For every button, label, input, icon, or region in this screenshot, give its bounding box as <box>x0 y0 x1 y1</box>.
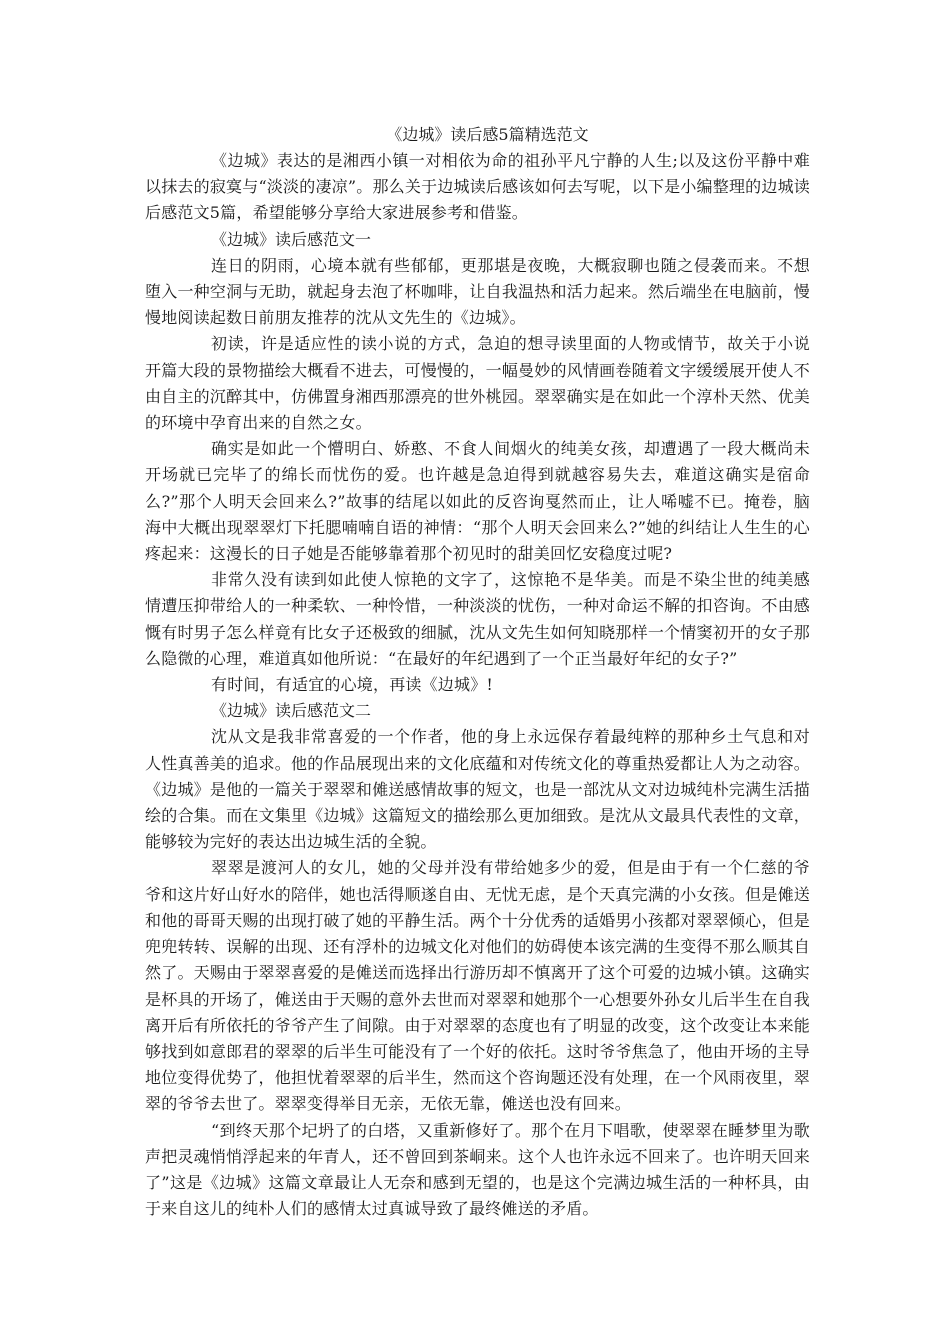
section1-paragraph: 初读，许是适应性的读小说的方式，急迫的想寻读里面的人物或情节，故关于小说开篇大段的景物描绘大概看不进去，可慢慢的，一幅曼妙的风情画卷随着文字缓缓展开使人不由自主的沉醉其中，仿佛置身湘西那漂亮的世外桃园。翠翠确实是在如此一个淳朴天然、优美的环境中孕育出来的自然之女。 <box>145 334 810 433</box>
section1-paragraph: 有时间，有适宜的心境，再读《边城》! <box>211 675 494 695</box>
section1-paragraph: 确实是如此一个懵明白、娇憨、不食人间烟火的纯美女孩，却遭遇了一段大概尚未开场就已完毕了的绵长而忧伤的爱。也许越是急迫得到就越容易失去，难道这确实是宿命么?”那个人明天会回来么?”故事的结尾以如此的反咨询戛然而止，让人唏嘘不已。掩卷，脑海中大概出现翠翠灯下托腮喃喃自语的神情：“那个人明天会回来么?”她的纠结让人生生的心疼起来：这漫长的日子她是否能够靠着那个初见时的甜美回忆安稳度过呢? <box>145 439 810 564</box>
document-title: 《边城》读后感5篇精选范文 <box>386 125 589 144</box>
section-heading-2: 《边城》读后感范文二 <box>211 701 372 721</box>
section-heading-1: 《边城》读后感范文一 <box>211 229 372 249</box>
section2-paragraph: 翠翠是渡河人的女儿，她的父母并没有带给她多少的爱，但是由于有一个仁慈的爷爷和这片好山好水的陪伴，她也活得顺遂自由、无忧无虑，是个天真完满的小女孩。但是傩送和他的哥哥天赐的出现打破了她的平静生活。两个十分优秀的适婚男小孩都对翠翠倾心，但是兜兜转转、误解的出现、还有浮朴的边城文化对他们的妨碍使本该完满的生变得不那么顺其自然了。天赐由于翠翠喜爱的是傩送而选择出行游历却不慎离开了这个可爱的边城小镇。这确实是杯具的开场了，傩送由于天赐的意外去世而对翠翠和她那个一心想要外孙女儿后半生在自我离开后有所依托的爷爷产生了间隙。由于对翠翠的态度也有了明显的改变，这个改变让本来能够找到如意郎君的翠翠的后半生可能没有了一个好的依托。这时爷爷焦急了，他由开场的主导地位变得优势了，他担忧着翠翠的后半生，然而这个咨询题还没有处理，在一个风雨夜里，翠翠的爷爷去世了。翠翠变得举目无亲，无依无靠，傩送也没有回来。 <box>145 858 810 1114</box>
section1-paragraph: 连日的阴雨，心境本就有些郁郁，更那堪是夜晚，大概寂聊也随之侵袭而来。不想堕入一种空洞与无助，就起身去泡了杯咖啡，让自我温热和活力起来。然后端坐在电脑前，慢慢地阅读起数日前朋友推荐的沈从文先生的《边城》。 <box>145 255 810 328</box>
document-page <box>145 122 810 1222</box>
section2-paragraph: 沈从文是我非常喜爱的一个作者，他的身上永远保存着最纯粹的那种乡土气息和对人性真善美的追求。他的作品展现出来的文化底蕴和对传统文化的尊重热爱都让人为之动容。《边城》是他的一篇关于翠翠和傩送感情故事的短文，也是一部沈从文对边城纯朴完满生活描绘的合集。而在文集里《边城》这篇短文的描绘那么更加细致。是沈从文最具代表性的文章，能够较为完好的表达出边城生活的全貌。 <box>145 727 810 852</box>
intro-paragraph: 《边城》表达的是湘西小镇一对相依为命的祖孙平凡宁静的人生;以及这份平静中难以抹去的寂寞与“淡淡的凄凉”。那么关于边城读后感该如何去写呢，以下是小编整理的边城读后感范文5篇，希望能够分享给大家进展参考和借鉴。 <box>145 151 810 223</box>
section1-paragraph: 非常久没有读到如此使人惊艳的文字了，这惊艳不是华美。而是不染尘世的纯美感情遭压抑带给人的一种柔软、一种怜惜，一种淡淡的忧伤，一种对命运不解的扣咨询。不由感慨有时男子怎么样竟有比女子还极致的细腻，沈从文先生如何知晓那样一个情窦初开的女子那么隐微的心理，难道真如他所说：“在最好的年纪遇到了一个正当最好年纪的女子?” <box>145 570 810 668</box>
section2-paragraph: “到终天那个圮坍了的白塔，又重新修好了。那个在月下唱歌，使翠翠在睡梦里为歌声把灵魂悄悄浮起来的年青人，还不曾回到茶峒来。这个人也许永远不回来了。也许明天回来了”这是《边城》这篇文章最让人无奈和感到无望的，也是这个完满边城生活的一种杯具，由于来自这儿的纯朴人们的感情太过真诚导致了最终傩送的矛盾。 <box>145 1120 810 1219</box>
